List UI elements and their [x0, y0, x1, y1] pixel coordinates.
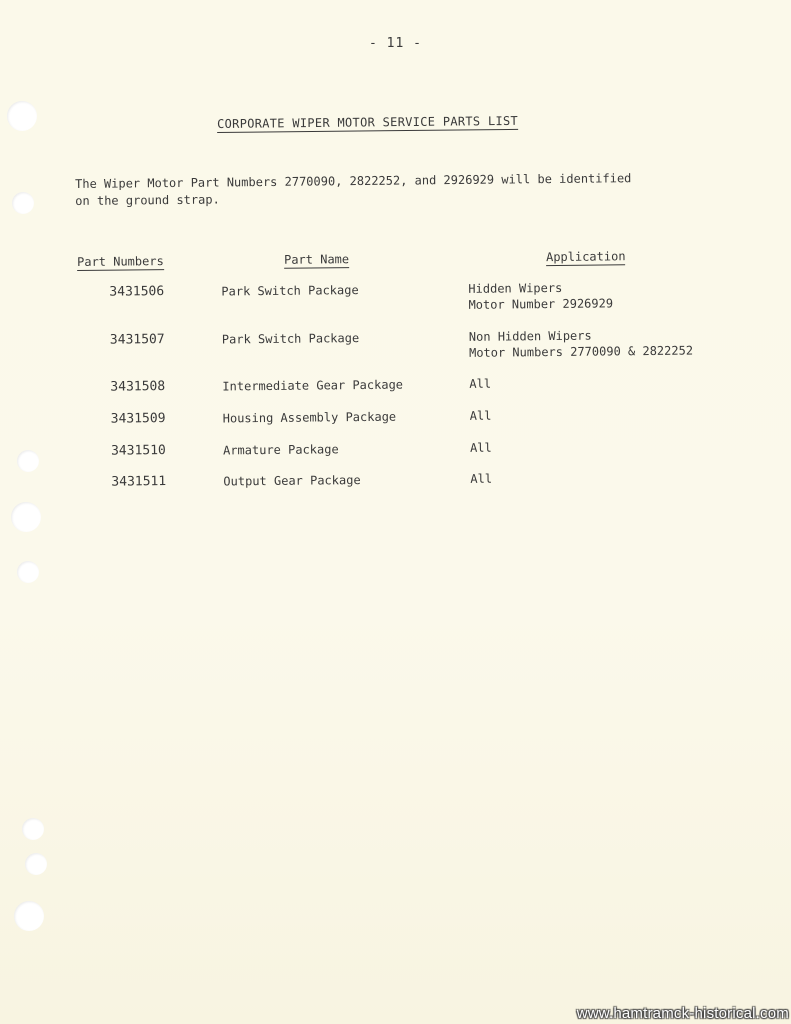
part-number: 3431509: [110, 411, 166, 427]
part-number: 3431511: [111, 474, 167, 490]
punch-hole: [22, 818, 44, 840]
application: [470, 408, 492, 424]
punch-hole: [14, 901, 44, 931]
application-line: Motor Numbers 2770090 & 2822252: [468, 343, 694, 360]
part-name: Output Gear Package: [223, 473, 361, 489]
part-name: Park Switch Package: [221, 283, 359, 299]
part-name: Park Switch Package: [221, 331, 360, 347]
application-line: All: [469, 440, 492, 455]
application-line: All: [470, 471, 493, 486]
parts-table: [75, 248, 738, 507]
application: [469, 327, 693, 361]
header-part-name: Part Name: [283, 252, 350, 267]
application: [468, 279, 613, 313]
application-line: Hidden Wipers: [468, 280, 563, 296]
application-line: All: [469, 408, 492, 423]
application-line: Non Hidden Wipers: [468, 328, 592, 344]
intro-line: on the ground strap.: [75, 192, 220, 208]
punch-hole: [17, 561, 39, 583]
application: [470, 440, 492, 456]
intro-paragraph: [75, 169, 725, 210]
table-row: [76, 326, 736, 380]
intro-line: The Wiper Motor Part Numbers 2770090, 2822252, and 2926929 will be identified: [75, 171, 632, 191]
punch-hole: [7, 101, 37, 131]
header-part-numbers: Part Numbers: [76, 254, 164, 269]
table-row: [77, 468, 737, 507]
application: [469, 376, 491, 392]
punch-hole: [25, 853, 47, 875]
part-name: Housing Assembly Package: [222, 409, 397, 426]
page-number: - 11 -: [369, 36, 422, 51]
part-number: 3431510: [110, 443, 166, 459]
application-line: Motor Number 2926929: [468, 296, 614, 312]
document-title: CORPORATE WIPER MOTOR SERVICE PARTS LIST: [217, 113, 519, 131]
punch-hole: [12, 192, 34, 214]
part-name: Intermediate Gear Package: [222, 377, 404, 394]
part-name: Armature Package: [222, 442, 339, 458]
punch-hole: [17, 450, 39, 472]
application: [470, 471, 492, 487]
part-number: 3431507: [109, 332, 165, 348]
part-number: 3431506: [109, 284, 165, 300]
table-row: [75, 278, 735, 333]
part-number: 3431508: [110, 379, 166, 395]
website-watermark: www.hamtramck-historical.com: [576, 1005, 789, 1022]
punch-hole: [11, 502, 41, 532]
header-application: Application: [545, 249, 626, 265]
application-line: All: [469, 376, 492, 391]
